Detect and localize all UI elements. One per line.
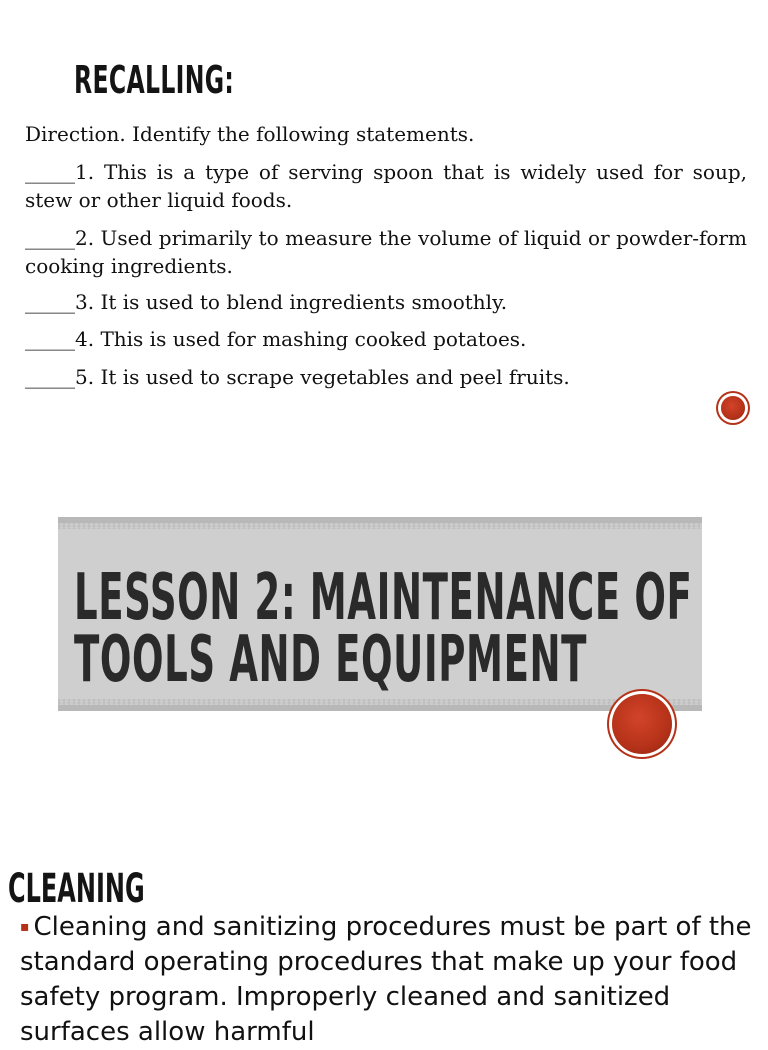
recalling-heading: RECALLING: [74, 58, 235, 102]
statement-text: 2. Used primarily to measure the volume of liquid or powder-form cooking ingredients. [25, 226, 747, 278]
cleaning-text: Cleaning and sanitizing procedures must be part of the standard operating procedures that make up your food safety program. Improperly cleaned and sanitized surfaces allow harmful [20, 912, 752, 1047]
answer-blank: _____ [25, 226, 75, 250]
answer-blank: _____ [25, 327, 75, 351]
statement-text: 3. It is used to blend ingredients smoothly. [75, 290, 508, 314]
list-item [25, 325, 747, 353]
cleaning-heading: CLEANING [8, 866, 145, 912]
answer-blank: _____ [25, 290, 75, 314]
lesson-title-banner [58, 517, 702, 711]
decorative-dot-icon [612, 694, 672, 754]
list-item [25, 158, 747, 214]
answer-blank: _____ [25, 160, 75, 184]
list-item [25, 363, 747, 391]
bullet-icon: ▪ [20, 919, 30, 935]
list-item [25, 224, 747, 280]
lesson-title-line-2: TOOLS AND EQUIPMENT [74, 623, 588, 697]
cleaning-paragraph [20, 910, 760, 1050]
lesson-title-line-1: LESSON 2: MAINTENANCE OF [74, 561, 693, 635]
statement-text: 4. This is used for mashing cooked potatoes. [75, 327, 527, 351]
answer-blank: _____ [25, 365, 75, 389]
statement-text: 5. It is used to scrape vegetables and peel fruits. [75, 365, 570, 389]
statement-text: 1. This is a type of serving spoon that is widely used for soup, stew or other liquid foods. [25, 160, 747, 212]
list-item [25, 288, 747, 316]
direction-text: Direction. Identify the following statements. [25, 122, 475, 146]
decorative-dot-icon [721, 396, 745, 420]
